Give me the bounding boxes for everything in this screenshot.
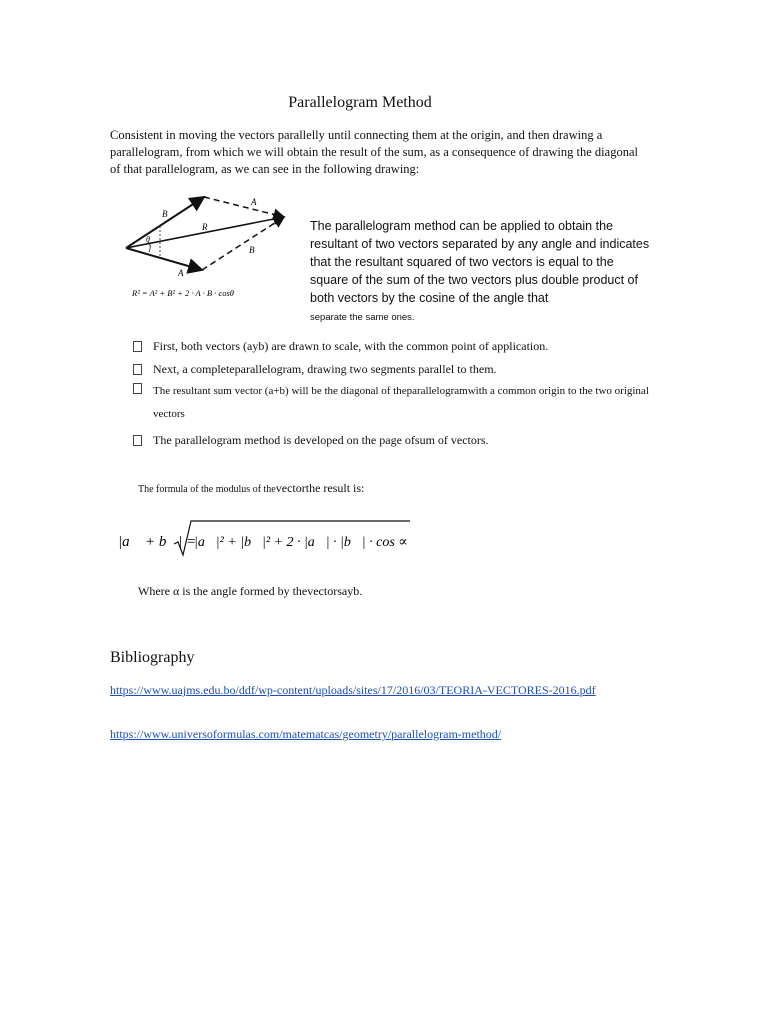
checkbox-icon: [133, 383, 142, 394]
checkbox-icon: [133, 435, 142, 446]
list-item-text: The resultant sum vector (a+b) will be the diagonal of theparallelogramwith a common origin to the two original vectors: [153, 385, 649, 420]
label-a-bottom: A: [178, 268, 184, 278]
formula-label: [138, 481, 364, 496]
list-item-text: First, both vectors (ayb) are drawn to scale, with the common point of application.: [153, 339, 549, 353]
checkbox-icon: [133, 341, 142, 352]
list-item: [133, 361, 653, 378]
intro-paragraph: Consistent in moving the vectors parallelly until connecting them at the origin, and then drawing a parallelogram, from which we will obtain the result of the sum, as a consequence of drawing the diagonal of that parallelogram, as we can see in the following drawing:: [110, 128, 638, 176]
figure-description: [310, 217, 655, 327]
dashed-a-line: [204, 197, 284, 217]
label-b-right: B: [249, 245, 255, 255]
figure-description-text: The parallelogram method can be applied to obtain the resultant of two vectors separated by any angle and indicates that the resultant squared of two vectors is equal to the square of the sum of the two vectors plus double product of both vectors by the cosine of the angle that: [310, 219, 650, 305]
modulus-formula: [118, 515, 418, 560]
label-a-top: A: [251, 197, 257, 207]
label-r: R: [202, 222, 208, 232]
list-item: [133, 338, 653, 355]
label-b: B: [162, 209, 168, 219]
bibliography-heading: Bibliography: [110, 649, 195, 666]
formula-lhs: |a⃗ + b⃗| =: [118, 534, 197, 550]
figure-caption: R² = A² + B² + 2 · A · B · cosθ: [132, 288, 234, 298]
formula-rhs: |a⃗|² + |b⃗|² + 2 · |a⃗| · |b⃗| · cos ∝: [194, 535, 408, 550]
formula-label-part1: The formula of the modulus of the: [138, 484, 276, 495]
list-item-text: The parallelogram method is developed on the page ofsum of vectors.: [153, 433, 489, 447]
bullet-list: [133, 338, 653, 455]
label-theta: θ: [146, 235, 150, 244]
page-title: Parallelogram Method: [288, 94, 432, 111]
where-text: Where α is the angle formed by thevectorsayb.: [138, 584, 363, 598]
vector-a-line: [126, 248, 202, 270]
list-item: [133, 380, 653, 426]
list-item: [133, 432, 653, 449]
figure-description-small: separate the same ones.: [310, 312, 415, 323]
list-item-text: Next, a completeparallelogram, drawing two segments parallel to them.: [153, 362, 497, 376]
bibliography-link-2[interactable]: https://www.universoformulas.com/matematcas/geometry/parallelogram-method/: [110, 727, 502, 741]
checkbox-icon: [133, 364, 142, 375]
parallelogram-figure: [118, 190, 298, 310]
formula-label-part2: vectorthe result is:: [275, 481, 365, 495]
bibliography-link-1[interactable]: https://www.uajms.edu.bo/ddf/wp-content/uploads/sites/17/2016/03/TEORIA-VECTORES-2016.pdf: [110, 683, 596, 697]
